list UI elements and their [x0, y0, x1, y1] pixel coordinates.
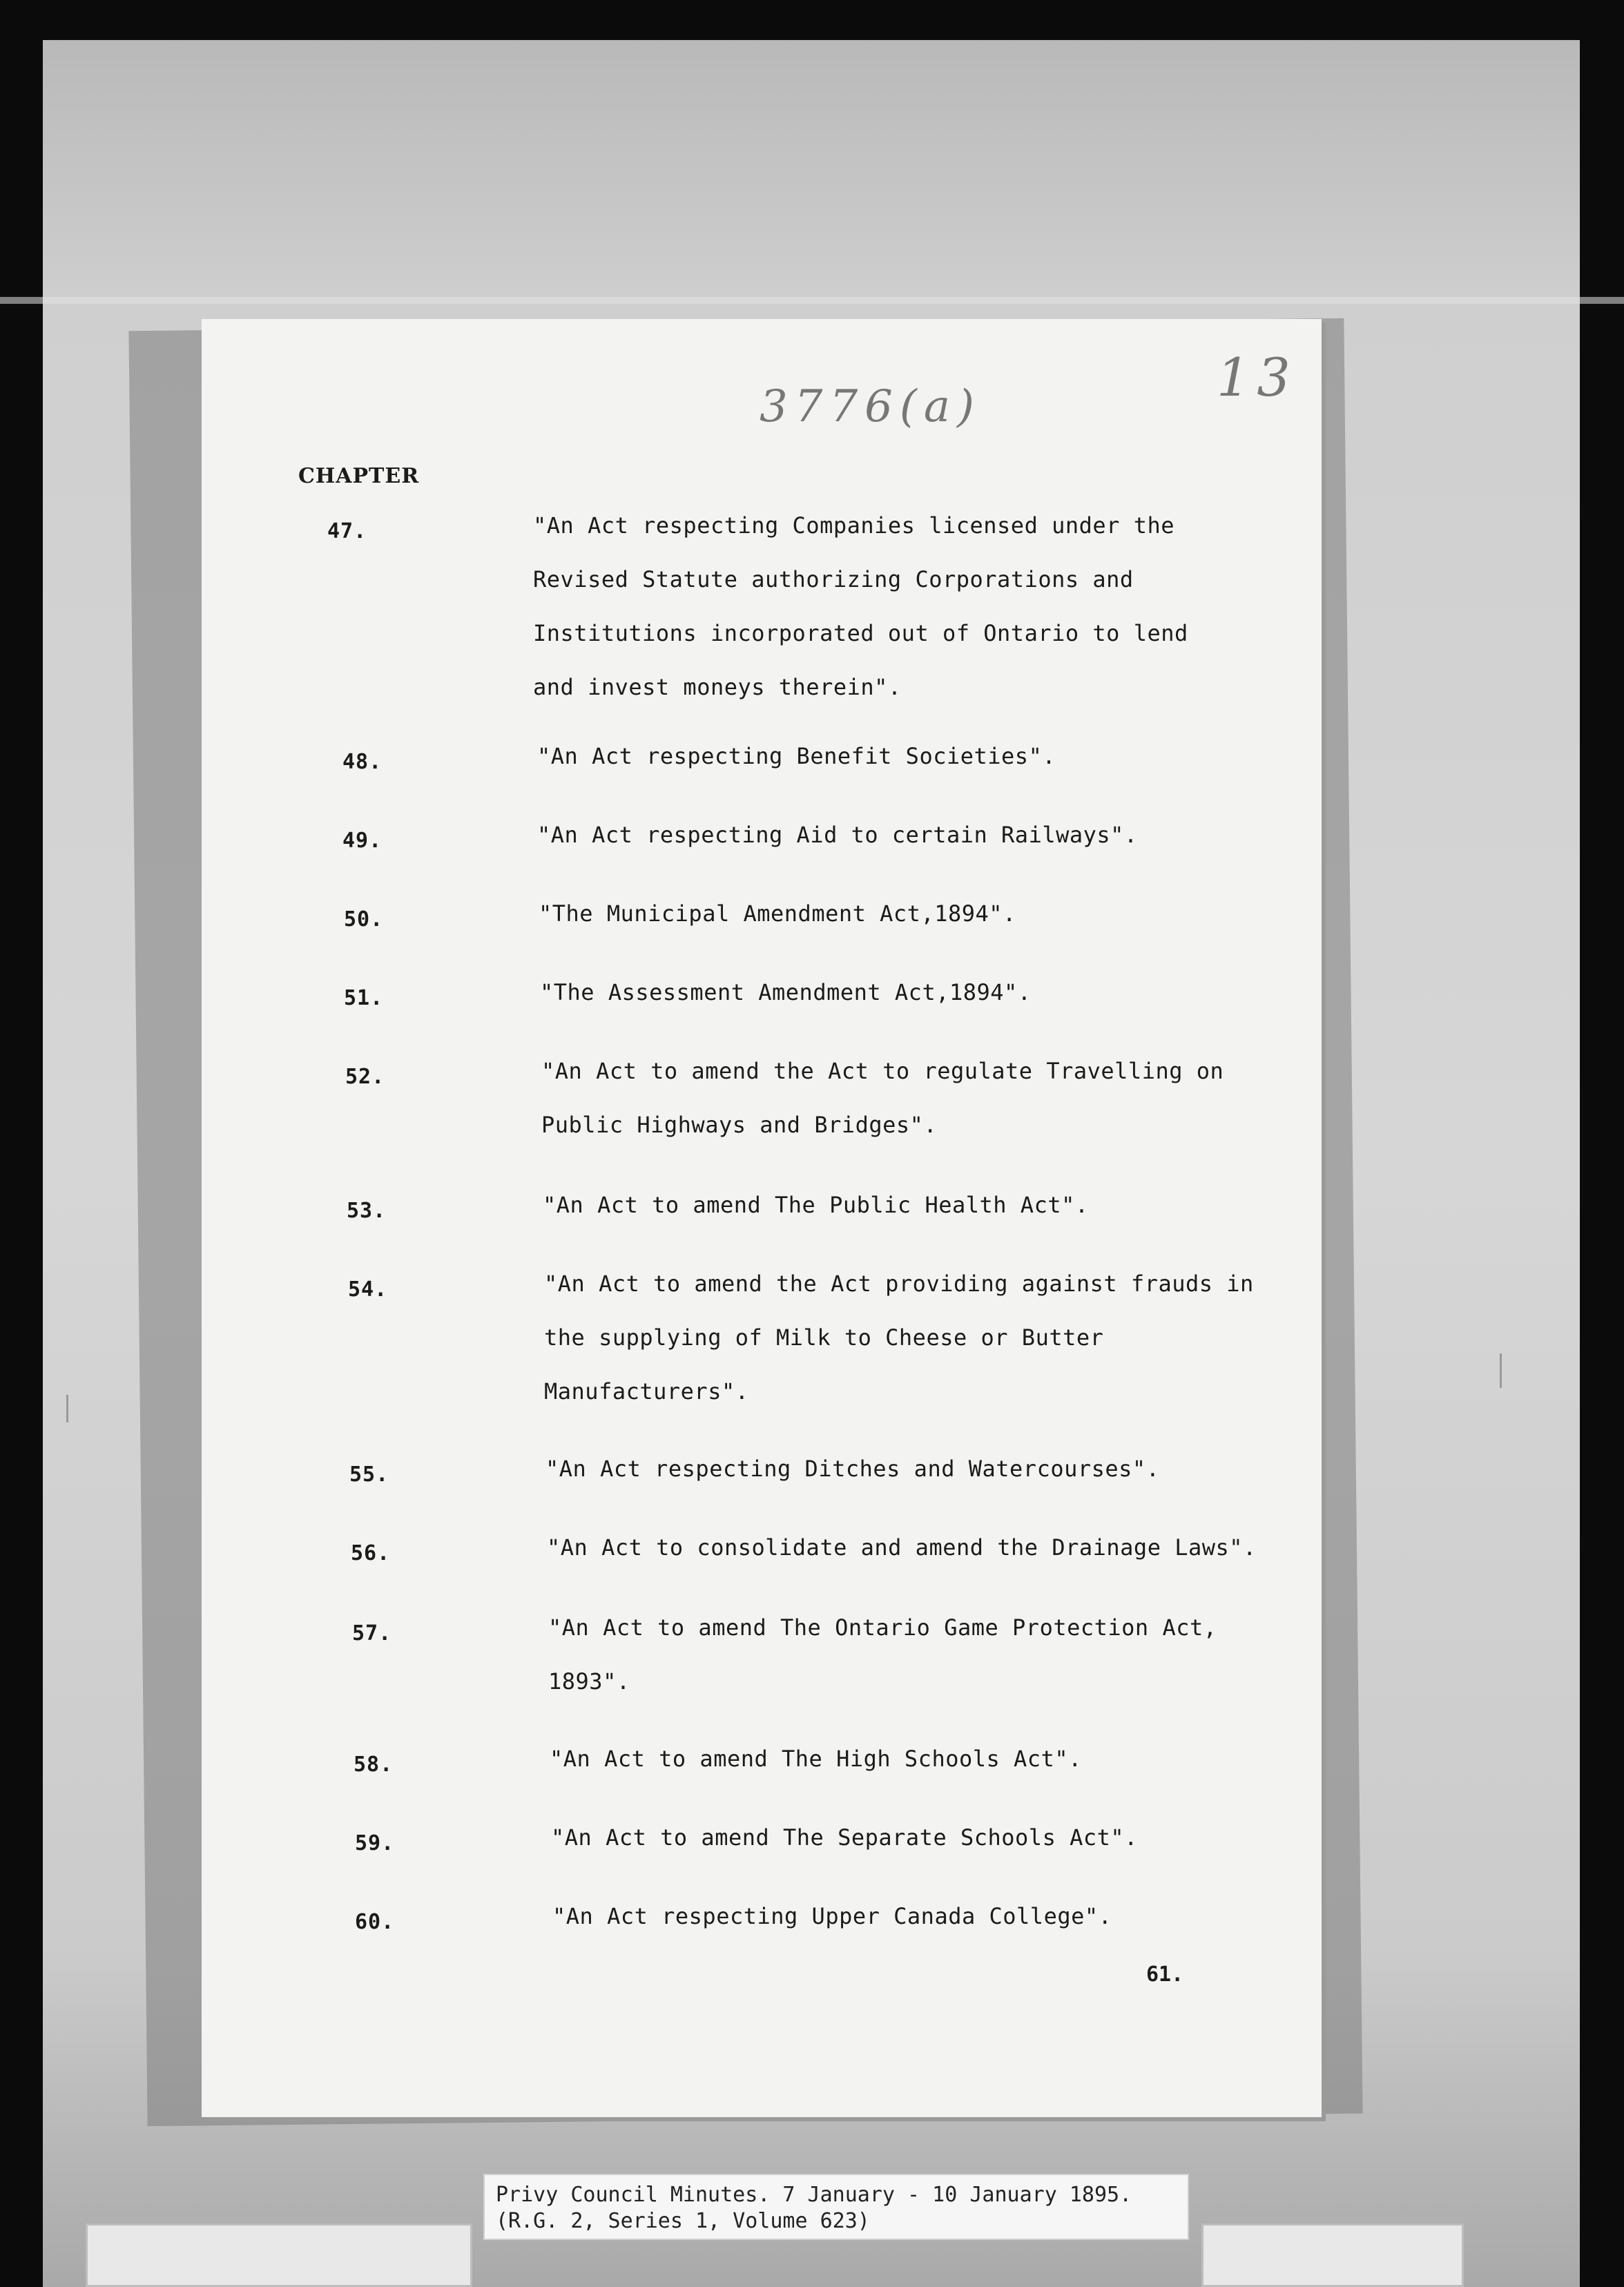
chapter-number: 54.: [348, 1277, 388, 1302]
act-title: "An Act to amend the Act providing against frauds in the supplying of Milk to Cheese or Butter Manufacturers".: [544, 1271, 1254, 1405]
chapter-number: 60.: [355, 1910, 395, 1934]
chapter-number: 47.: [327, 519, 367, 543]
archive-label-line1: Privy Council Minutes. 7 January - 10 January 1895.: [496, 2183, 1132, 2207]
film-scan-line: [0, 297, 1624, 304]
chapter-number: 51.: [344, 986, 384, 1010]
film-mark-left: [66, 1395, 68, 1422]
act-title: "An Act to amend the Act to regulate Travelling on Public Highways and Bridges".: [541, 1058, 1224, 1138]
chapter-number: 58.: [354, 1753, 394, 1777]
handwritten-page-number: 13: [1217, 347, 1297, 408]
act-title: "An Act to amend The Separate Schools Act".: [551, 1824, 1138, 1851]
act-title: "An Act respecting Ditches and Watercourses".: [545, 1456, 1160, 1482]
chapter-number: 59.: [355, 1831, 395, 1855]
act-title: "An Act respecting Aid to certain Railways".: [537, 822, 1138, 848]
chapter-number: 55.: [349, 1463, 389, 1487]
film-edge-ruler-left: [86, 2223, 472, 2287]
chapter-number: 49.: [342, 829, 383, 853]
archive-label: [483, 2174, 1189, 2240]
next-page-catchword: 61.: [1146, 1962, 1184, 1987]
act-title: "The Municipal Amendment Act,1894".: [539, 900, 1016, 927]
act-title: "The Assessment Amendment Act,1894".: [540, 979, 1032, 1005]
chapter-number: 56.: [351, 1541, 391, 1565]
act-title: "An Act respecting Benefit Societies".: [537, 743, 1056, 769]
document-page: [202, 319, 1322, 2117]
act-title: "An Act to amend The Ontario Game Protection Act, 1893".: [548, 1614, 1217, 1695]
chapter-number: 50.: [344, 907, 384, 932]
chapter-number: 48.: [342, 750, 383, 774]
act-title: "An Act to amend The High Schools Act".: [550, 1746, 1082, 1772]
act-title: "An Act to amend The Public Health Act".: [543, 1192, 1089, 1218]
handwritten-file-number: 3776(a): [760, 381, 981, 432]
act-title: "An Act respecting Companies licensed under the Revised Statute authorizing Corporations and Institutions incorporated out of Ontario to lend and invest moneys therein".: [533, 512, 1188, 700]
chapter-number: 52.: [345, 1065, 385, 1089]
act-title: "An Act respecting Upper Canada College".: [552, 1903, 1112, 1929]
archive-label-line2: (R.G. 2, Series 1, Volume 623): [496, 2209, 870, 2233]
chapter-number: 57.: [352, 1621, 392, 1646]
film-mark-right: [1500, 1353, 1502, 1388]
act-title: "An Act to consolidate and amend the Drainage Laws".: [547, 1534, 1257, 1561]
film-edge-ruler-right: [1201, 2223, 1464, 2287]
chapter-heading: CHAPTER: [298, 464, 420, 488]
chapter-number: 53.: [347, 1199, 387, 1223]
